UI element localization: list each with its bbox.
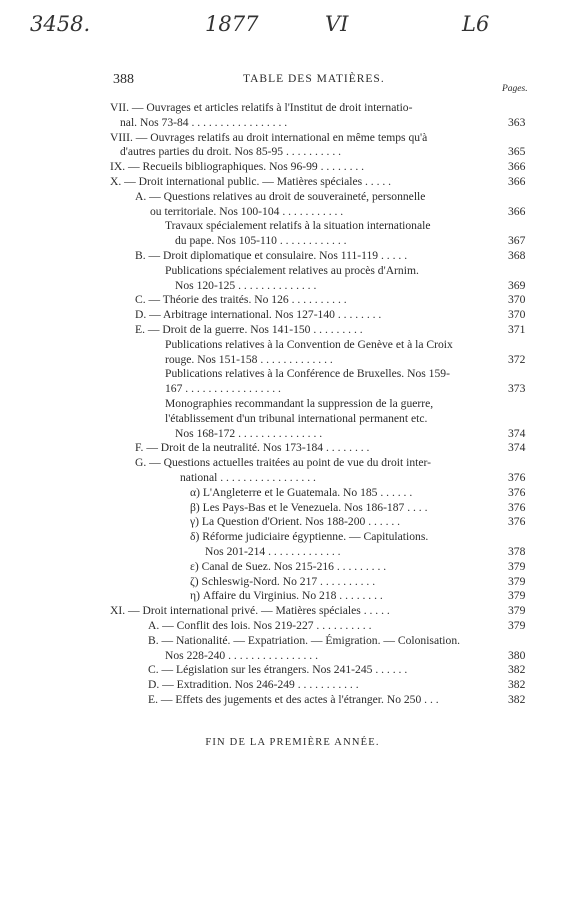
- toc-entry: [148, 692, 500, 708]
- toc-entry: [165, 381, 500, 397]
- handwritten-annotation-1: 3458.: [30, 12, 91, 36]
- toc-entry: [165, 648, 500, 664]
- toc-entry-text: Nos 201-214 . . . . . . . . . . . . .: [205, 545, 341, 558]
- toc-entry: [150, 204, 500, 220]
- toc-entry-text: δ) Réforme judiciaire égyptienne. — Capitulations.: [190, 530, 429, 544]
- toc-entry: [165, 263, 500, 279]
- toc-entry-text: 167 . . . . . . . . . . . . . . . . .: [165, 382, 281, 396]
- toc-entry-page: 370: [508, 308, 526, 322]
- toc-entry-text: rouge. Nos 151-158 . . . . . . . . . . . . .: [165, 352, 333, 366]
- toc-entry-text: C. — Législation sur les étrangers. Nos 241-245 . . . . . .: [148, 663, 408, 677]
- toc-entry: [135, 248, 500, 264]
- page-number: 388: [113, 72, 134, 87]
- toc-entry: [110, 174, 500, 190]
- toc-entry-page: 370: [508, 293, 526, 307]
- toc-entry-text: β) Les Pays-Bas et le Venezuela. Nos 186-187 . . . .: [190, 500, 428, 514]
- toc-entry-text: D. — Extradition. Nos 246-249 . . . . . . . . . . .: [148, 678, 359, 692]
- toc-entry: [110, 603, 500, 619]
- toc-entry-page: 382: [508, 663, 526, 677]
- toc-entry-text: VII. — Ouvrages et articles relatifs à l'Institut de droit internatio-: [110, 101, 413, 114]
- toc-entry-page: 379: [508, 604, 526, 618]
- toc-entry: [148, 677, 500, 693]
- toc-entry-text: ou territoriale. Nos 100-104 . . . . . . . . . . .: [150, 204, 344, 218]
- toc-entry: [110, 159, 500, 175]
- toc-entry: [205, 544, 500, 560]
- toc-entry: [165, 396, 500, 412]
- toc-entry: [165, 218, 500, 234]
- toc-entry-text: l'établissement d'un tribunal international permanent etc.: [165, 411, 428, 425]
- toc-entry: [165, 352, 500, 368]
- toc-entry: [175, 426, 500, 442]
- running-title: TABLE DES MATIÈRES.: [243, 73, 385, 85]
- toc-entry-text: G. — Questions actuelles traitées au point de vue du droit inter-: [135, 456, 431, 470]
- toc-entry-page: 376: [508, 500, 526, 514]
- toc-entry: [175, 233, 500, 249]
- toc-entry-text: Publications spécialement relatives au procès d'Arnim.: [165, 263, 419, 277]
- toc-entry-text: ε) Canal de Suez. Nos 215-216 . . . . . . . . .: [190, 559, 387, 573]
- toc-entry-text: Monographies recommandant la suppression de la guerre,: [165, 397, 434, 410]
- toc-entry: [135, 189, 500, 205]
- page-header: [113, 72, 533, 90]
- toc-entry-text: B. — Nationalité. — Expatriation. — Émigration. — Colonisation.: [148, 633, 461, 647]
- toc-entry: [190, 559, 500, 575]
- toc-entry-page: 368: [508, 249, 526, 262]
- toc-entry-text: Publications relatives à la Conférence de Bruxelles. Nos 159-: [165, 367, 450, 381]
- toc-entry-text: d'autres parties du droit. Nos 85-95 . . . . . . . . . .: [120, 145, 342, 159]
- toc-entry-text: A. — Questions relatives au droit de souveraineté, personnelle: [135, 189, 426, 203]
- toc-entry: [165, 411, 500, 427]
- toc-entry-page: 371: [508, 323, 526, 336]
- toc-entry: [110, 130, 500, 146]
- toc-entry: [190, 529, 500, 545]
- toc-entry: [180, 470, 500, 486]
- toc-entry: [148, 633, 500, 649]
- toc-entry-text: national . . . . . . . . . . . . . . . . .: [180, 471, 316, 484]
- toc-entry-page: 379: [508, 559, 526, 573]
- toc-entry-text: C. — Théorie des traités. No 126 . . . . . . . . . .: [135, 293, 347, 307]
- toc-entry-page: 379: [508, 574, 526, 588]
- end-note: FIN DE LA PREMIÈRE ANNÉE.: [205, 737, 380, 748]
- toc-entry: [190, 588, 500, 604]
- toc-entry: [120, 115, 500, 131]
- toc-entry: [110, 100, 500, 116]
- toc-entry-text: B. — Droit diplomatique et consulaire. Nos 111-119 . . . . .: [135, 249, 408, 262]
- handwritten-annotation-3: VI: [325, 12, 349, 36]
- toc-entry-text: ζ) Schleswig-Nord. No 217 . . . . . . . . . .: [190, 574, 376, 588]
- toc-entry-page: 382: [508, 678, 526, 692]
- toc-entry: [148, 662, 500, 678]
- toc-entry-page: 363: [508, 115, 526, 129]
- toc-entry-page: 374: [508, 441, 526, 455]
- toc-entry-page: 376: [508, 485, 526, 499]
- toc-entry: [120, 144, 500, 160]
- toc-entry: [190, 514, 500, 530]
- toc-entry-page: 366: [508, 175, 526, 188]
- handwritten-annotation-4: L6: [462, 12, 490, 36]
- toc-entry-text: α) L'Angleterre et le Guatemala. No 185 . . . . . .: [190, 485, 413, 499]
- handwritten-annotation-2: 1877: [205, 12, 259, 36]
- toc-entry-page: 376: [508, 515, 526, 529]
- toc-entry-page: 366: [508, 204, 526, 218]
- toc-entry: [135, 322, 500, 338]
- toc-entry-page: 366: [508, 160, 526, 174]
- toc-entry-page: 374: [508, 426, 526, 440]
- toc-entry-page: 379: [508, 589, 526, 603]
- toc-entry-text: Nos 120-125 . . . . . . . . . . . . . .: [175, 278, 317, 292]
- toc-entry-page: 378: [508, 545, 526, 558]
- toc-entry-text: du pape. Nos 105-110 . . . . . . . . . . . .: [175, 234, 347, 248]
- toc-entry: [190, 500, 500, 516]
- toc-entry: [165, 366, 500, 382]
- toc-entry: [190, 574, 500, 590]
- toc-entry-text: Nos 168-172 . . . . . . . . . . . . . . .: [175, 426, 323, 440]
- toc-entry-page: 369: [508, 278, 526, 292]
- toc-entry: [175, 278, 500, 294]
- toc-entry-text: E. — Droit de la guerre. Nos 141-150 . . . . . . . . .: [135, 323, 363, 336]
- toc-entry-page: 376: [508, 471, 526, 484]
- toc-entry-text: F. — Droit de la neutralité. Nos 173-184 . . . . . . . .: [135, 441, 370, 455]
- toc-entry-text: γ) La Question d'Orient. Nos 188-200 . . . . . .: [190, 515, 401, 529]
- toc-entry-text: Nos 228-240 . . . . . . . . . . . . . . . .: [165, 648, 318, 662]
- toc-entry-text: A. — Conflit des lois. Nos 219-227 . . . . . . . . . .: [148, 619, 372, 632]
- toc-entry: [190, 485, 500, 501]
- toc-entry-page: 379: [508, 619, 526, 632]
- toc-entry-text: X. — Droit international public. — Matières spéciales . . . . .: [110, 175, 392, 188]
- toc-entry: [135, 440, 500, 456]
- toc-entry-text: XI. — Droit international privé. — Matières spéciales . . . . .: [110, 604, 390, 618]
- pages-column-label: Pages.: [502, 84, 528, 94]
- toc-entry: [148, 618, 500, 634]
- toc-entry: [135, 455, 500, 471]
- toc-entry-text: D. — Arbitrage international. Nos 127-140 . . . . . . . .: [135, 308, 382, 322]
- toc-entry: [135, 307, 500, 323]
- toc-entry-page: 382: [508, 693, 526, 706]
- toc-entry-text: IX. — Recueils bibliographiques. Nos 96-99 . . . . . . . .: [110, 160, 365, 174]
- toc-entry-text: E. — Effets des jugements et des actes à l'étranger. No 250 . . .: [148, 693, 439, 706]
- toc-entry-text: Travaux spécialement relatifs à la situation internationale: [165, 219, 431, 233]
- toc-entry-text: nal. Nos 73-84 . . . . . . . . . . . . . . . . .: [120, 115, 288, 129]
- toc-entry-page: 373: [508, 382, 526, 396]
- toc-entry: [165, 337, 500, 353]
- toc-entry-text: Publications relatives à la Convention de Genève et à la Croix: [165, 337, 453, 351]
- toc-entry-text: VIII. — Ouvrages relatifs au droit international en même temps qu'à: [110, 130, 428, 144]
- toc-entry-page: 365: [508, 145, 526, 159]
- toc-entry: [135, 292, 500, 308]
- toc-entry-page: 367: [508, 234, 526, 248]
- toc-entry-text: η) Affaire du Virginius. No 218 . . . . . . . .: [190, 589, 383, 603]
- toc-entry-page: 380: [508, 648, 526, 662]
- toc-entry-page: 372: [508, 352, 526, 366]
